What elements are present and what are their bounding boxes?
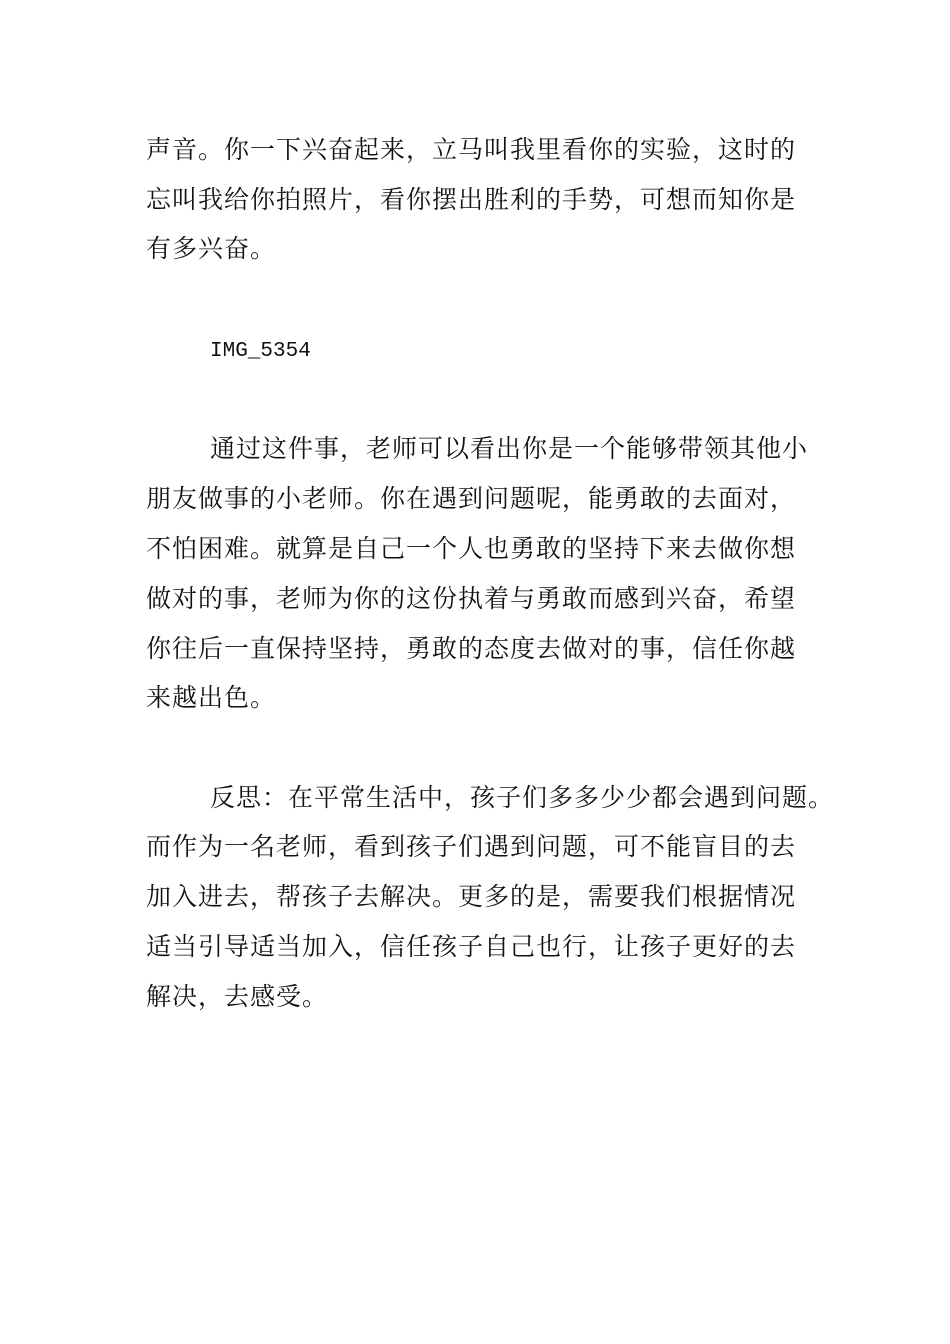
- image-caption: IMG_5354: [210, 340, 311, 363]
- paragraph-line: 不怕困难。就算是自己一个人也勇敢的坚持下来去做你想: [146, 534, 797, 563]
- paragraph-line: 朋友做事的小老师。你在遇到问题呢，能勇敢的去面对，: [146, 484, 797, 513]
- paragraph-line: 来越出色。: [146, 683, 277, 712]
- paragraph-line: 通过这件事，老师可以看出你是一个能够带领其他小: [210, 434, 809, 463]
- paragraph-line: 适当引导适当加入，信任孩子自己也行，让孩子更好的去: [146, 932, 797, 961]
- paragraph-line: 做对的事，老师为你的这份执着与勇敢而感到兴奋，希望: [146, 584, 797, 613]
- paragraph-line: 声音。你一下兴奋起来，立马叫我里看你的实验，这时的: [146, 135, 797, 164]
- paragraph-line: 有多兴奋。: [146, 234, 277, 263]
- paragraph-line: 加入进去，帮孩子去解决。更多的是，需要我们根据情况: [146, 882, 797, 911]
- paragraph-line: 解决，去感受。: [146, 982, 329, 1011]
- paragraph-line: 反思：在平常生活中，孩子们多多少少都会遇到问题。: [210, 783, 835, 812]
- paragraph-line: 而作为一名老师，看到孩子们遇到问题，可不能盲目的去: [146, 832, 797, 861]
- paragraph-line: 忘叫我给你拍照片，看你摆出胜利的手势，可想而知你是: [146, 185, 797, 214]
- paragraph-line: 你往后一直保持坚持，勇敢的态度去做对的事，信任你越: [146, 634, 797, 663]
